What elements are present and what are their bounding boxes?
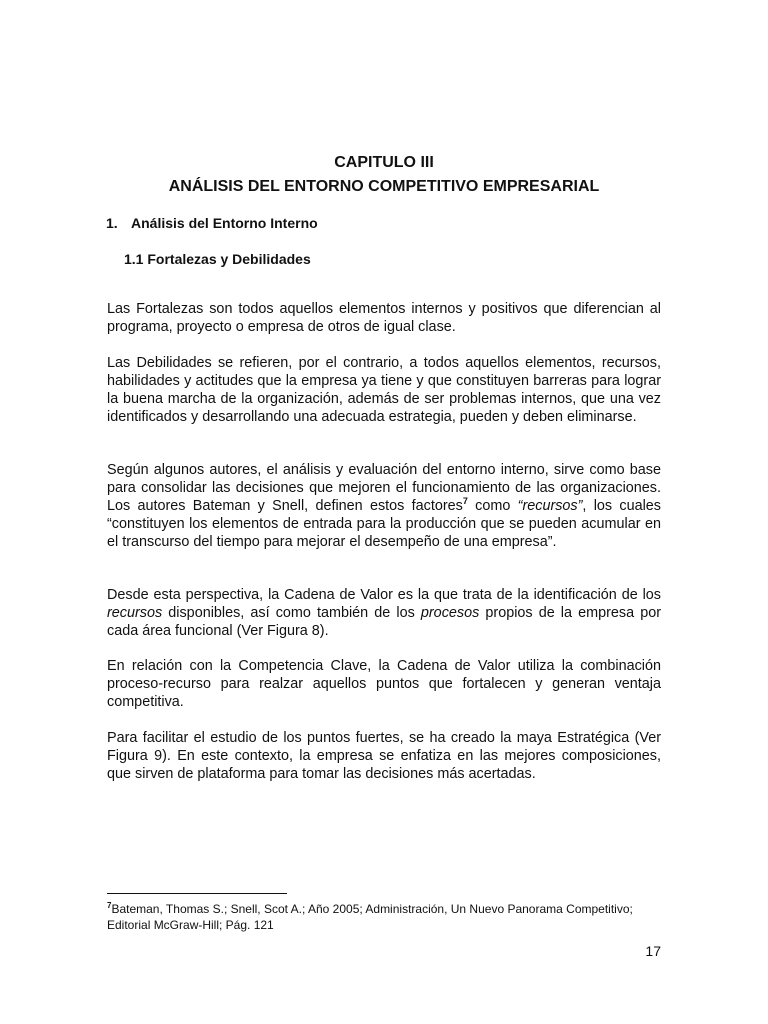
paragraph-text: , los cuales “constituyen los elementos de entrada para la producción que se pueden acumular en el transcurso del tiempo para mejorar el desempeño de una empresa”.: [107, 498, 662, 550]
paragraph-cadena-valor: [107, 586, 661, 640]
paragraph-autores: [107, 461, 661, 551]
emphasis-text: recursos: [107, 605, 163, 621]
emphasis-text: procesos: [420, 605, 480, 621]
chapter-number: CAPITULO III: [334, 154, 434, 171]
paragraph-text: Según algunos autores, el análisis y evaluación del entorno interno, sirve como base para consolidar las decisiones que mejoren el funcionamiento de las organizaciones. Los autores Bateman y Snell, definen estos factores: [107, 462, 661, 514]
paragraph-competencia-clave: En relación con la Competencia Clave, la Cadena de Valor utiliza la combinación proceso-recurso para realzar aquellos puntos que fortalecen y generan ventaja competitiva.: [107, 658, 661, 710]
emphasis-text: “recursos”: [517, 498, 583, 514]
section-title: Análisis del Entorno Interno: [131, 215, 318, 231]
paragraph-text: propios de la empresa por cada área funcional (Ver Figura 8).: [107, 605, 661, 639]
section-number: 1.: [106, 215, 118, 231]
paragraph-debilidades: Las Debilidades se refieren, por el contrario, a todos aquellos elementos, recursos, habilidades y actitudes que la empresa ya tiene y que constituyen barreras para lograr la buena marcha de la organización, además de ser problemas internos, que una vez identificados y desarrollando una adecuada estrategia, pueden y deben eliminarse.: [107, 355, 661, 425]
footnote: [107, 901, 663, 933]
footnote-text: Bateman, Thomas S.; Snell, Scot A.; Año 2005; Administración, Un Nuevo Panorama Competitivo; Editorial McGraw-Hill; Pág. 121: [107, 902, 633, 932]
paragraph-text: como: [467, 498, 518, 514]
paragraph-fortalezas: Las Fortalezas son todos aquellos elementos internos y positivos que diferencian al programa, proyecto o empresa de otros de igual clase.: [107, 301, 661, 335]
chapter-title: ANÁLISIS DEL ENTORNO COMPETITIVO EMPRESARIAL: [168, 178, 600, 195]
footnote-reference: 7: [462, 496, 468, 506]
footnote-mark: 7: [107, 901, 112, 910]
footnote-divider: [107, 893, 287, 894]
section-heading: [106, 215, 318, 231]
paragraph-text: disponibles, así como también de los: [162, 605, 421, 621]
page-number: 17: [645, 943, 661, 959]
subsection-heading: 1.1 Fortalezas y Debilidades: [124, 251, 311, 267]
paragraph-text: Desde esta perspectiva, la Cadena de Valor es la que trata de la identificación de los: [107, 587, 661, 603]
paragraph-maya-estrategica: Para facilitar el estudio de los puntos fuertes, se ha creado la maya Estratégica (Ver Figura 9). En este contexto, la empresa se enfatiza en las mejores composiciones, que sirven de plataforma para tomar las decisiones más acertadas.: [107, 730, 661, 782]
